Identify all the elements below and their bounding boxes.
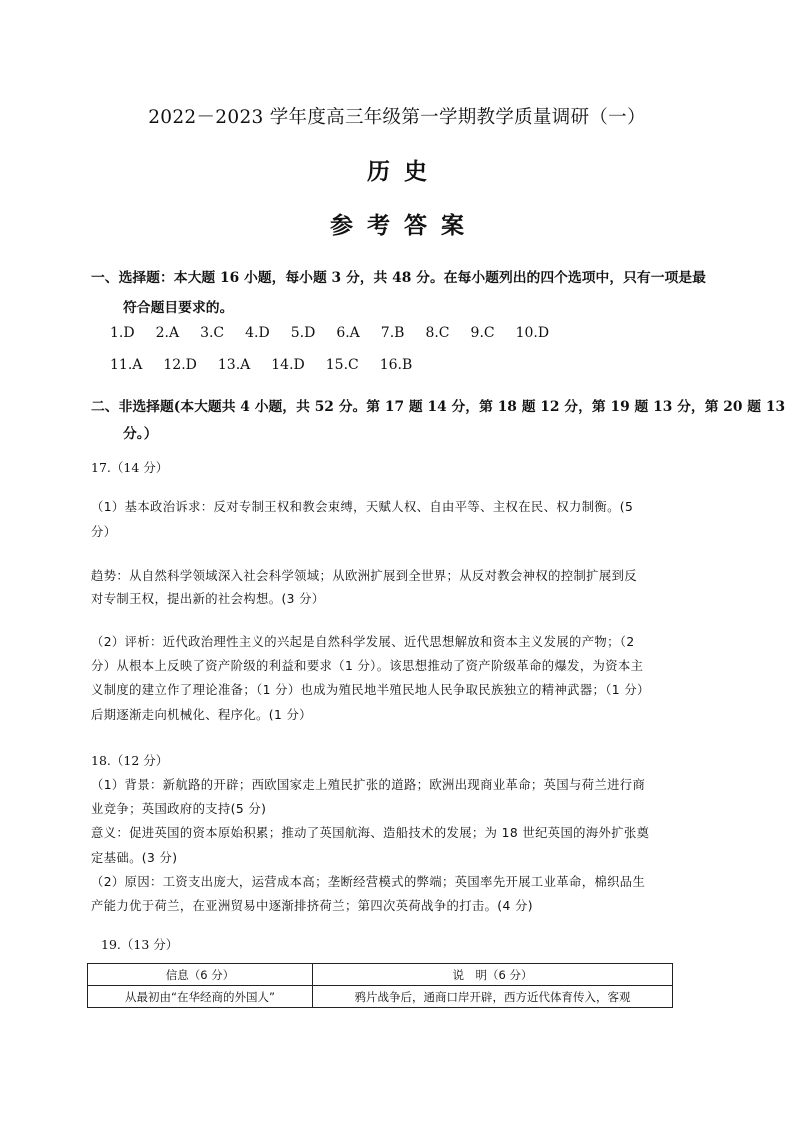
answers-row-2 xyxy=(110,357,433,373)
q18-line1: （1）背景：新航路的开辟；西欧国家走上殖民扩张的道路；欧洲出现商业革命；英国与荷兰进行商 xyxy=(91,778,646,792)
answer-item: 9.C xyxy=(470,325,495,341)
answer-item: 11.A xyxy=(110,357,143,373)
table-cell-info: 从最初由“在华经商的外国人” xyxy=(88,986,313,1008)
answer-item: 16.B xyxy=(379,357,413,373)
q18-line3: 意义：促进英国的资本原始积累；推动了英国航海、造船技术的发展；为 18 世纪英国的海外扩张奠 xyxy=(91,826,650,840)
answer-item: 4.D xyxy=(245,325,270,341)
q17-label: 17.（14 分） xyxy=(91,460,169,475)
table-row xyxy=(88,986,673,1008)
answer-item: 12.D xyxy=(163,357,197,373)
answer-item: 3.C xyxy=(200,325,225,341)
q17-p1-line1: （1）基本政治诉求：反对专制王权和教会束缚，天赋人权、自由平等、主权在民、权力制衡。(5 xyxy=(91,500,634,514)
q17-p3-line3: 义制度的建立作了理论准备；（1 分）也成为殖民地半殖民地人民争取民族独立的精神武器；（1 分） xyxy=(91,683,650,697)
q17-p2-line1: 趋势：从自然科学领域深入社会科学领域；从欧洲扩展到全世界；从反对教会神权的控制扩展到反 xyxy=(91,569,637,583)
q17-p3-line2: 分）从根本上反映了资产阶级的利益和要求（1 分）。该思想推动了资产阶级革命的爆发，为资本主 xyxy=(91,659,644,673)
q17-p1-line2: 分） xyxy=(91,525,117,539)
answer-item: 1.D xyxy=(110,325,135,341)
section1-heading-line2: 符合题目要求的。 xyxy=(123,300,234,316)
answer-item: 15.C xyxy=(325,357,359,373)
q18-line5: （2）原因：工资支出庞大，运营成本高；垄断经营模式的弊端；英国率先开展工业革命，棉织品生 xyxy=(91,875,646,889)
subject-heading: 历史 xyxy=(367,158,441,185)
answer-item: 5.D xyxy=(290,325,316,341)
answers-row-1 xyxy=(110,325,570,341)
table-header-info: 信息（6 分） xyxy=(88,964,313,986)
answer-item: 14.D xyxy=(271,357,305,373)
q18-line2: 业竞争；英国政府的支持(5 分) xyxy=(91,802,267,816)
q17-p2-line2: 对专制王权，提出新的社会构想。(3 分） xyxy=(91,592,325,606)
q19-info-table xyxy=(87,963,673,1008)
q18-label: 18.（12 分） xyxy=(91,753,169,768)
q19-label: 19.（13 分） xyxy=(101,937,179,952)
answer-item: 2.A xyxy=(155,325,180,341)
section1-heading-line1: 一、选择题：本大题 16 小题，每小题 3 分，共 48 分。在每小题列出的四个选项中，只有一项是最 xyxy=(91,270,706,286)
page-title: 2022－2023 学年度高三年级第一学期教学质量调研（一） xyxy=(148,107,646,128)
answer-item: 7.B xyxy=(380,325,405,341)
section2-heading-line1: 二、非选择题(本大题共 4 小题，共 52 分。第 17 题 14 分，第 18 题 12 分，第 19 题 13 分，第 20 题 13 xyxy=(91,399,786,415)
answer-item: 6.A xyxy=(336,325,360,341)
answer-item: 13.A xyxy=(217,357,251,373)
table-header-row xyxy=(88,964,673,986)
table-header-explanation: 说 明（6 分） xyxy=(313,964,673,986)
section2-heading-line2: 分。） xyxy=(123,426,158,442)
answer-heading: 参考答案 xyxy=(330,212,478,239)
answer-item: 8.C xyxy=(425,325,450,341)
answer-item: 10.D xyxy=(515,325,550,341)
table-cell-explanation: 鸦片战争后，通商口岸开辟，西方近代体育传入，客观 xyxy=(313,986,673,1008)
q17-p3-line1: （2）评析：近代政治理性主义的兴起是自然科学发展、近代思想解放和资本主义发展的产物；（2 xyxy=(91,635,635,649)
q18-line6: 产能力优于荷兰，在亚洲贸易中逐渐排挤荷兰；第四次英荷战争的打击。(4 分) xyxy=(91,899,533,913)
q17-p3-line4: 后期逐渐走向机械化、程序化。(1 分） xyxy=(91,708,312,722)
q18-line4: 定基础。(3 分) xyxy=(91,851,178,865)
